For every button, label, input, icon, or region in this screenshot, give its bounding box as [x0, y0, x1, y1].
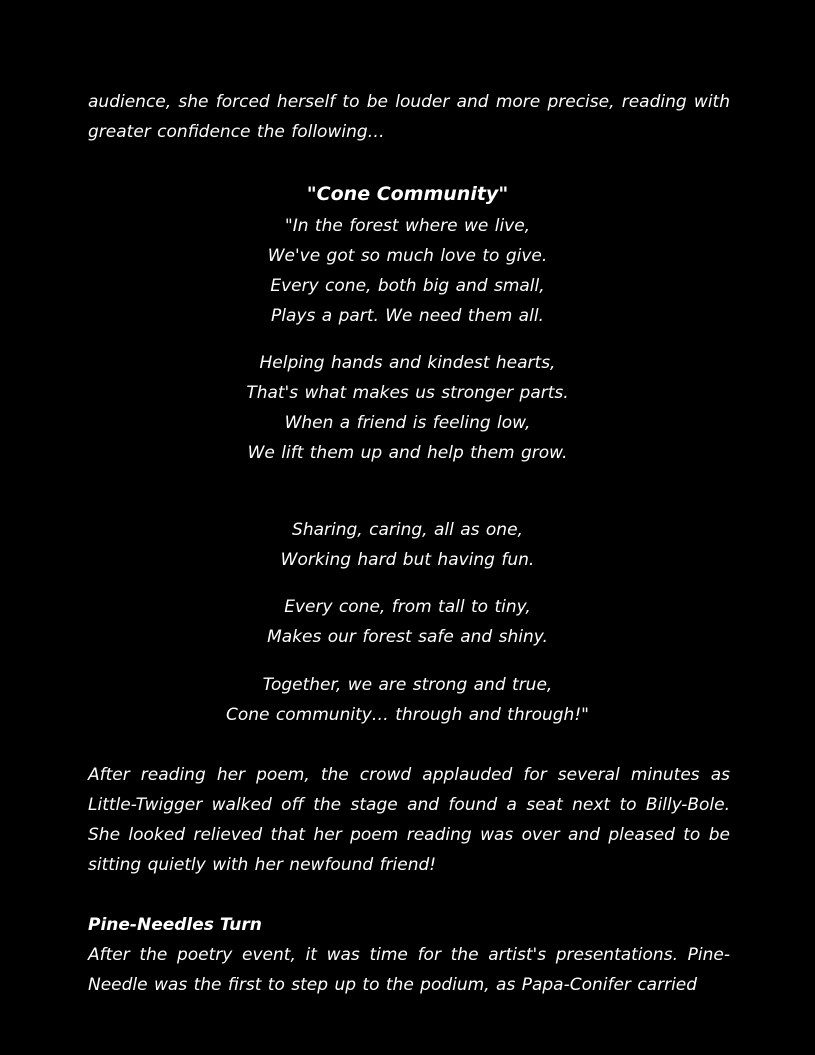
poem-line: We lift them up and help them grow.	[247, 443, 568, 463]
poem-stanza-3	[0, 515, 815, 575]
poem-stanza-4	[0, 592, 815, 652]
poem-stanza-1	[0, 211, 815, 331]
after-poem-paragraph: After reading her poem, the crowd applauded for several minutes as Little-Twigger walked off the stage and found a seat next to Billy-Bole. She looked relieved that her poem reading was over and pleased to be sitting quietly with her newfound friend!	[88, 765, 730, 875]
poem-line: Every cone, both big and small,	[270, 276, 545, 296]
section-heading: Pine-Needles Turn	[88, 915, 262, 935]
section-paragraph: After the poetry event, it was time for the artist's presentations. Pine-Needle was the first to step up to the podium, as Papa-Conifer carried	[88, 945, 730, 995]
poem-line: Cone community… through and through!"	[226, 705, 589, 725]
poem-line: Working hard but having fun.	[280, 550, 535, 570]
intro-paragraph: audience, she forced herself to be louder and more precise, reading with greater confidence the following…	[88, 92, 730, 142]
poem-line: Every cone, from tall to tiny,	[284, 597, 531, 617]
poem-line: Plays a part. We need them all.	[271, 306, 544, 326]
poem-line: Makes our forest safe and shiny.	[267, 627, 548, 647]
poem-stanza-2	[0, 348, 815, 468]
poem-title: "Cone Community"	[306, 183, 509, 205]
poem-line: That's what makes us stronger parts.	[246, 383, 569, 403]
poem-stanza-5	[0, 670, 815, 730]
poem-line: When a friend is feeling low,	[284, 413, 531, 433]
poem-line: Sharing, caring, all as one,	[292, 520, 523, 540]
poem-line: We've got so much love to give.	[267, 246, 548, 266]
poem-line: Helping hands and kindest hearts,	[259, 353, 556, 373]
poem-line: Together, we are strong and true,	[262, 675, 553, 695]
poem-line: "In the forest where we live,	[284, 216, 531, 236]
